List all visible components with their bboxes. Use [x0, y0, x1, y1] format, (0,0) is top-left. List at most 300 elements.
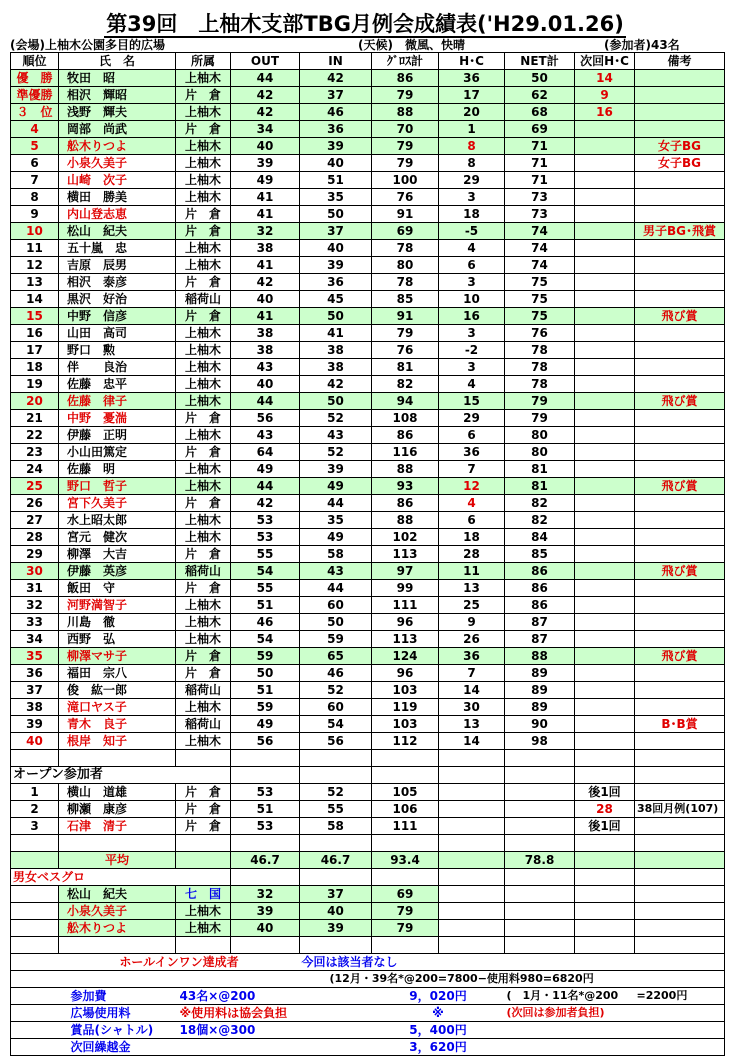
table-cell	[505, 937, 575, 954]
in-cell: 52	[300, 784, 372, 801]
next-hc-cell	[575, 478, 635, 495]
club-cell: 上柚木	[176, 512, 231, 529]
table-cell	[575, 869, 635, 886]
table-cell	[505, 784, 575, 801]
hc-cell: 20	[439, 104, 505, 121]
hc-cell: 3	[439, 325, 505, 342]
result-row	[11, 393, 725, 410]
name-cell: 水上昭太郎	[59, 512, 176, 529]
rank-cell: 33	[11, 614, 59, 631]
calc-note: (12月・39名*@200=7800−使用料980=6820円	[300, 971, 635, 988]
table-cell	[575, 920, 635, 937]
net-cell: 76	[505, 325, 575, 342]
result-row	[11, 631, 725, 648]
table-cell	[11, 886, 59, 903]
rank-cell: 31	[11, 580, 59, 597]
club-cell: 上柚木	[176, 903, 231, 920]
rank-cell: 29	[11, 546, 59, 563]
note-cell	[635, 597, 725, 614]
hc-cell: 25	[439, 597, 505, 614]
result-row	[11, 376, 725, 393]
club-cell: 片 倉	[176, 580, 231, 597]
hc-cell: -5	[439, 223, 505, 240]
note-cell	[635, 325, 725, 342]
next-hc-cell	[575, 716, 635, 733]
name-cell: 中野 信彦	[59, 308, 176, 325]
name-cell: 青木 良子	[59, 716, 176, 733]
next-hc-cell	[575, 699, 635, 716]
note-cell	[635, 172, 725, 189]
table-cell	[575, 954, 635, 971]
column-header: OUT	[231, 53, 300, 70]
name-cell: 五十嵐 忠	[59, 240, 176, 257]
gross-cell: 76	[372, 342, 439, 359]
column-header: ｸﾞﾛｽ計	[372, 53, 439, 70]
net-cell: 71	[505, 138, 575, 155]
in-cell: 36	[300, 274, 372, 291]
next-hc-cell	[575, 682, 635, 699]
table-cell	[439, 801, 505, 818]
club-cell: 片 倉	[176, 121, 231, 138]
name-cell: 宮元 健次	[59, 529, 176, 546]
column-header: 備考	[635, 53, 725, 70]
club-cell: 上柚木	[176, 699, 231, 716]
hc-cell: 7	[439, 665, 505, 682]
note-cell	[635, 733, 725, 750]
result-row	[11, 104, 725, 121]
in-cell: 41	[300, 325, 372, 342]
name-cell: 舩木りつよ	[59, 920, 176, 937]
in-cell: 35	[300, 189, 372, 206]
hc-cell: 12	[439, 478, 505, 495]
net-cell: 75	[505, 291, 575, 308]
next-hc-cell	[575, 121, 635, 138]
fee-label: 次回繰越金	[59, 1039, 176, 1056]
rank-cell: 14	[11, 291, 59, 308]
fee-amount: ※	[372, 1005, 505, 1022]
gross-cell: 88	[372, 512, 439, 529]
club-cell: 上柚木	[176, 427, 231, 444]
rank-cell: 38	[11, 699, 59, 716]
table-cell	[439, 750, 505, 767]
result-row	[11, 172, 725, 189]
table-cell	[11, 1022, 59, 1039]
in-cell: 37	[300, 87, 372, 104]
note-cell	[635, 376, 725, 393]
result-row	[11, 70, 725, 87]
participants-label: (参加者)43名	[604, 38, 680, 52]
out-cell: 38	[231, 342, 300, 359]
table-cell	[372, 750, 439, 767]
table-cell	[505, 801, 575, 818]
table-cell	[11, 1039, 59, 1056]
venue-label: (会場)上柚木公園多目的広場	[10, 38, 165, 52]
note-cell	[635, 257, 725, 274]
name-cell: 石津 清子	[59, 818, 176, 835]
note-cell	[635, 665, 725, 682]
hc-cell: 30	[439, 699, 505, 716]
next-hc-cell	[575, 189, 635, 206]
net-cell: 73	[505, 189, 575, 206]
table-cell	[176, 852, 231, 869]
next-hc-cell	[575, 648, 635, 665]
result-row	[11, 274, 725, 291]
rank-cell: 24	[11, 461, 59, 478]
next-hc-cell	[575, 257, 635, 274]
name-cell: 岡部 尚武	[59, 121, 176, 138]
average-label: 平均	[59, 852, 176, 869]
in-cell: 40	[300, 903, 372, 920]
net-cell: 85	[505, 546, 575, 563]
in-cell: 50	[300, 614, 372, 631]
club-cell: 上柚木	[176, 325, 231, 342]
table-cell	[505, 920, 575, 937]
fee-row	[11, 1039, 725, 1056]
table-cell	[439, 886, 505, 903]
gross-cell: 106	[372, 801, 439, 818]
out-cell: 56	[231, 733, 300, 750]
fee-desc: 43名×@200	[176, 988, 300, 1005]
table-cell	[439, 784, 505, 801]
net-cell: 82	[505, 512, 575, 529]
fee-label: 賞品(シャトル)	[59, 1022, 176, 1039]
result-row	[11, 495, 725, 512]
rank-cell: 6	[11, 155, 59, 172]
rank-cell: 18	[11, 359, 59, 376]
out-cell: 42	[231, 87, 300, 104]
gross-cell: 79	[372, 155, 439, 172]
club-cell: 上柚木	[176, 342, 231, 359]
hc-cell: 17	[439, 87, 505, 104]
net-cell: 68	[505, 104, 575, 121]
out-cell: 41	[231, 206, 300, 223]
table-cell	[635, 920, 725, 937]
club-cell: 片 倉	[176, 801, 231, 818]
hc-cell: 4	[439, 376, 505, 393]
out-cell: 43	[231, 427, 300, 444]
out-cell: 59	[231, 648, 300, 665]
gross-cell: 82	[372, 376, 439, 393]
club-cell: 片 倉	[176, 308, 231, 325]
in-cell: 50	[300, 206, 372, 223]
rank-cell: 4	[11, 121, 59, 138]
name-cell: 横山 道雄	[59, 784, 176, 801]
rank-cell: ３ 位	[11, 104, 59, 121]
net-cell: 86	[505, 597, 575, 614]
hc-cell: 16	[439, 308, 505, 325]
club-cell: 稲荷山	[176, 563, 231, 580]
note-cell	[635, 206, 725, 223]
net-cell: 88	[505, 648, 575, 665]
rank-cell: 23	[11, 444, 59, 461]
table-cell	[11, 954, 59, 971]
in-cell: 65	[300, 648, 372, 665]
net-cell: 74	[505, 223, 575, 240]
out-cell: 54	[231, 631, 300, 648]
net-cell: 78	[505, 376, 575, 393]
in-cell: 55	[300, 801, 372, 818]
rank-cell: 27	[11, 512, 59, 529]
next-hc-cell	[575, 206, 635, 223]
fee-desc: 18個×@300	[176, 1022, 300, 1039]
result-row	[11, 155, 725, 172]
net-cell: 98	[505, 733, 575, 750]
out-cell: 42	[231, 274, 300, 291]
result-row	[11, 614, 725, 631]
header-row	[11, 53, 725, 70]
column-header: 氏 名	[59, 53, 176, 70]
hc-cell: 29	[439, 410, 505, 427]
result-row	[11, 257, 725, 274]
note-cell	[635, 682, 725, 699]
table-cell	[575, 852, 635, 869]
fee-label: 広場使用料	[59, 1005, 176, 1022]
out-cell: 32	[231, 223, 300, 240]
name-cell: 柳澤 大吉	[59, 546, 176, 563]
hc-cell: 3	[439, 359, 505, 376]
best-row	[11, 886, 725, 903]
rank-cell: 17	[11, 342, 59, 359]
name-cell: 佐藤 忠平	[59, 376, 176, 393]
gross-cell: 93	[372, 478, 439, 495]
avg-in: 46.7	[300, 852, 372, 869]
rank-cell: 7	[11, 172, 59, 189]
out-cell: 55	[231, 580, 300, 597]
rank-cell: 19	[11, 376, 59, 393]
table-cell	[372, 869, 439, 886]
net-cell: 74	[505, 257, 575, 274]
rank-cell: 2	[11, 801, 59, 818]
table-cell	[176, 971, 231, 988]
table-cell	[635, 937, 725, 954]
table-cell	[505, 869, 575, 886]
fee-amount: 9，020円	[372, 988, 505, 1005]
name-cell: 野口 哲子	[59, 478, 176, 495]
gross-cell: 79	[372, 87, 439, 104]
result-row	[11, 733, 725, 750]
gross-cell: 102	[372, 529, 439, 546]
gross-cell: 78	[372, 240, 439, 257]
in-cell: 45	[300, 291, 372, 308]
table-cell	[372, 937, 439, 954]
hc-cell: 10	[439, 291, 505, 308]
table-cell	[59, 937, 176, 954]
note-cell: B･B賞	[635, 716, 725, 733]
table-cell	[11, 971, 59, 988]
out-cell: 55	[231, 546, 300, 563]
out-cell: 38	[231, 240, 300, 257]
note-cell	[635, 631, 725, 648]
rank-cell: 16	[11, 325, 59, 342]
result-row	[11, 359, 725, 376]
hc-cell: 36	[439, 70, 505, 87]
out-cell: 41	[231, 308, 300, 325]
name-cell: 小泉久美子	[59, 155, 176, 172]
hc-cell: -2	[439, 342, 505, 359]
club-cell: 上柚木	[176, 376, 231, 393]
out-cell: 44	[231, 70, 300, 87]
in-cell: 37	[300, 223, 372, 240]
hc-cell: 14	[439, 733, 505, 750]
club-cell: 上柚木	[176, 733, 231, 750]
note-cell: 飛び賞	[635, 563, 725, 580]
hc-cell: 1	[439, 121, 505, 138]
club-cell: 上柚木	[176, 138, 231, 155]
table-cell	[635, 869, 725, 886]
club-cell: 片 倉	[176, 274, 231, 291]
name-cell: 松山 紀夫	[59, 886, 176, 903]
in-cell: 49	[300, 529, 372, 546]
club-cell: 上柚木	[176, 70, 231, 87]
table-cell	[300, 988, 372, 1005]
fee-amount: 3，620円	[372, 1039, 505, 1056]
out-cell: 59	[231, 699, 300, 716]
next-hc-cell	[575, 240, 635, 257]
rank-cell: 1	[11, 784, 59, 801]
fee-tail	[635, 1039, 725, 1056]
rank-cell: 12	[11, 257, 59, 274]
table-cell	[231, 869, 300, 886]
out-cell: 40	[231, 138, 300, 155]
result-row	[11, 529, 725, 546]
rank-cell: 準優勝	[11, 87, 59, 104]
club-cell: 稲荷山	[176, 682, 231, 699]
fee-extra	[505, 1022, 635, 1039]
net-cell: 80	[505, 427, 575, 444]
club-cell: 上柚木	[176, 614, 231, 631]
table-cell	[439, 852, 505, 869]
table-cell	[505, 886, 575, 903]
table-cell	[59, 750, 176, 767]
in-cell: 50	[300, 393, 372, 410]
table-cell	[439, 835, 505, 852]
next-hc-cell	[575, 614, 635, 631]
gross-cell: 79	[372, 903, 439, 920]
calc-row	[11, 971, 725, 988]
table-cell	[11, 903, 59, 920]
table-cell	[505, 835, 575, 852]
in-cell: 43	[300, 427, 372, 444]
next-hc-cell	[575, 631, 635, 648]
out-cell: 56	[231, 410, 300, 427]
net-cell: 74	[505, 240, 575, 257]
name-cell: 柳澤マサ子	[59, 648, 176, 665]
in-cell: 42	[300, 376, 372, 393]
net-cell: 86	[505, 563, 575, 580]
name-cell: 佐藤 律子	[59, 393, 176, 410]
table-cell	[635, 767, 725, 784]
out-cell: 51	[231, 597, 300, 614]
net-cell: 90	[505, 716, 575, 733]
rank-cell: 11	[11, 240, 59, 257]
out-cell: 40	[231, 920, 300, 937]
result-row	[11, 206, 725, 223]
column-header: 次回H･C	[575, 53, 635, 70]
table-cell	[439, 920, 505, 937]
out-cell: 46	[231, 614, 300, 631]
out-cell: 53	[231, 529, 300, 546]
gross-cell: 100	[372, 172, 439, 189]
rank-cell: 3	[11, 818, 59, 835]
club-cell: 片 倉	[176, 546, 231, 563]
table-cell	[505, 818, 575, 835]
net-cell: 89	[505, 682, 575, 699]
fee-tail	[635, 1005, 725, 1022]
in-cell: 38	[300, 359, 372, 376]
hc-cell: 8	[439, 138, 505, 155]
rank-cell: 5	[11, 138, 59, 155]
next-hc-cell	[575, 597, 635, 614]
table-cell	[575, 886, 635, 903]
note-cell	[635, 240, 725, 257]
in-cell: 39	[300, 138, 372, 155]
gross-cell: 111	[372, 597, 439, 614]
note-cell	[635, 444, 725, 461]
best-row	[11, 903, 725, 920]
fee-desc: ※使用料は協会負担	[176, 1005, 300, 1022]
note-cell: 飛び賞	[635, 648, 725, 665]
out-cell: 44	[231, 393, 300, 410]
table-cell	[300, 869, 372, 886]
out-cell: 39	[231, 155, 300, 172]
note-cell: 女子BG	[635, 138, 725, 155]
net-cell: 50	[505, 70, 575, 87]
table-cell	[575, 750, 635, 767]
fee-tail	[635, 1022, 725, 1039]
note-cell	[635, 614, 725, 631]
next-hc-cell	[575, 138, 635, 155]
name-cell: 内山登志恵	[59, 206, 176, 223]
name-cell: 山田 高司	[59, 325, 176, 342]
gross-cell: 86	[372, 70, 439, 87]
fee-extra: (次回は参加者負担)	[505, 1005, 635, 1022]
club-cell: 片 倉	[176, 206, 231, 223]
name-cell: 伴 良治	[59, 359, 176, 376]
club-cell: 上柚木	[176, 172, 231, 189]
next-hc-cell	[575, 427, 635, 444]
net-cell: 89	[505, 699, 575, 716]
table-cell	[176, 750, 231, 767]
table-cell	[575, 767, 635, 784]
next-hc-cell	[575, 223, 635, 240]
table-cell	[635, 971, 725, 988]
next-hc-cell: 9	[575, 87, 635, 104]
club-cell: 上柚木	[176, 920, 231, 937]
table-cell	[505, 954, 575, 971]
next-hc-cell	[575, 665, 635, 682]
result-row	[11, 597, 725, 614]
result-row	[11, 325, 725, 342]
gross-cell: 85	[372, 291, 439, 308]
out-cell: 42	[231, 104, 300, 121]
name-cell: 相沢 輝昭	[59, 87, 176, 104]
club-cell: 片 倉	[176, 665, 231, 682]
gross-cell: 97	[372, 563, 439, 580]
rank-cell: 28	[11, 529, 59, 546]
spacer-row	[11, 750, 725, 767]
table-cell	[300, 1005, 372, 1022]
result-row	[11, 138, 725, 155]
rank-cell: 20	[11, 393, 59, 410]
open-section-label: オープン参加者	[11, 767, 231, 784]
club-cell: 上柚木	[176, 393, 231, 410]
rank-cell: 39	[11, 716, 59, 733]
hc-cell: 36	[439, 648, 505, 665]
result-row	[11, 121, 725, 138]
avg-out: 46.7	[231, 852, 300, 869]
fee-row	[11, 988, 725, 1005]
in-cell: 60	[300, 597, 372, 614]
